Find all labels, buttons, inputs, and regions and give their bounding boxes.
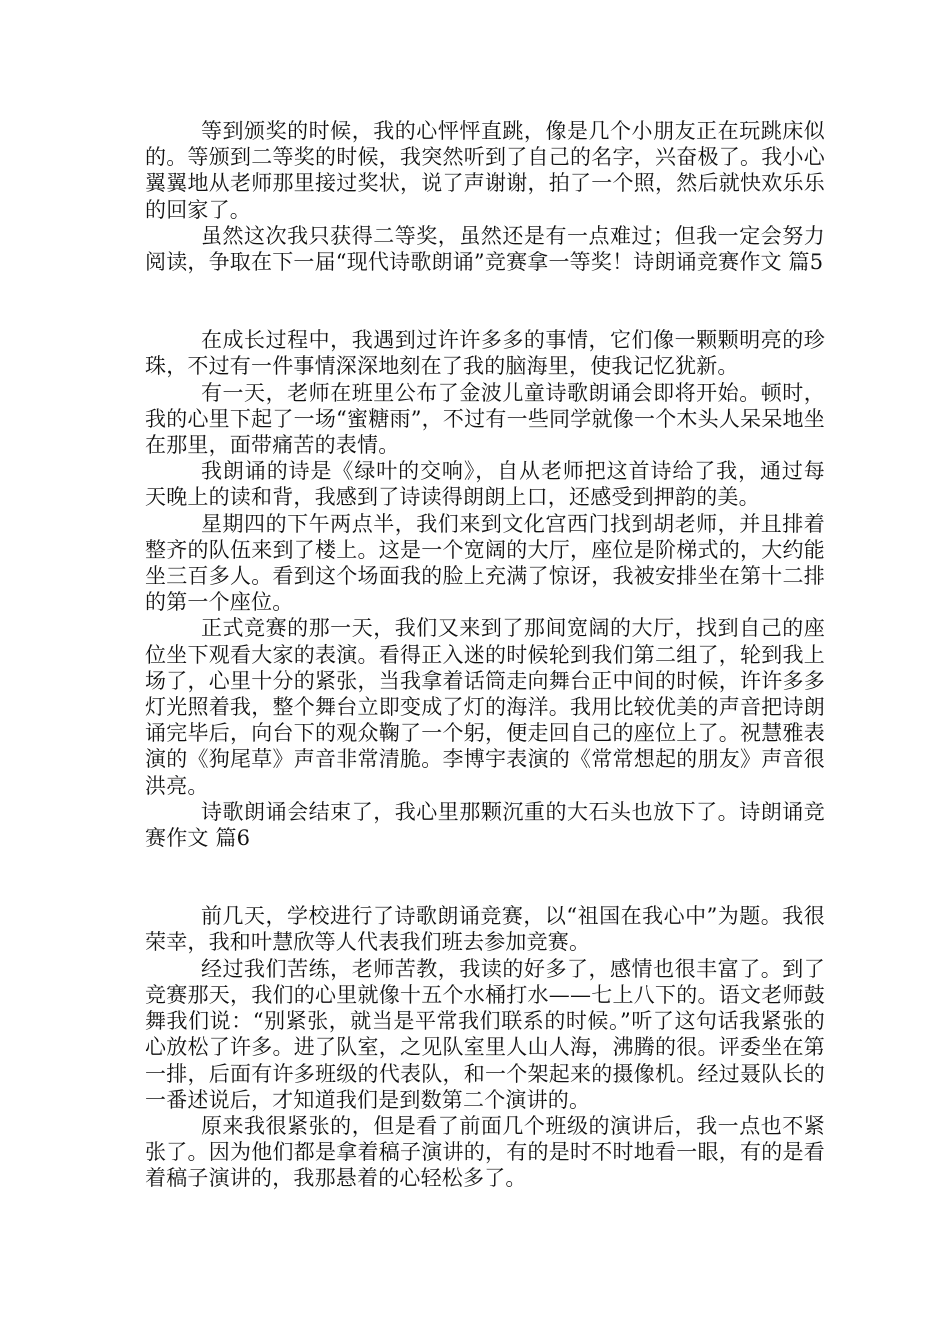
paragraph: 正式竞赛的那一天，我们又来到了那间宽阔的大厅，找到自己的座位坐下观看大家的表演。看得正入迷的时候轮到我们第二组了，轮到我上场了，心里十分的紧张，当我拿着话筒走向舞台正中间的时候，许许多多灯光照着我，整个舞台立即变成了灯的海洋。我用比较优美的声音把诗朗诵完毕后，向台下的观众鞠了一个躬，便走回自己的座位上了。祝慧雅表演的《狗尾草》声音非常清脆。李博宇表演的《常常想起的朋友》声音很洪亮。 xyxy=(145,616,825,798)
paragraph: 在成长过程中，我遇到过许许多多的事情，它们像一颗颗明亮的珍珠，不过有一件事情深深地刻在了我的脑海里，使我记忆犹新。 xyxy=(145,328,825,379)
section-gap xyxy=(145,275,825,327)
paragraph: 前几天，学校进行了诗歌朗诵竞赛，以“祖国在我心中”为题。我很荣幸，我和叶慧欣等人代表我们班去参加竞赛。 xyxy=(145,904,825,955)
document-body xyxy=(145,118,825,1192)
paragraph: 虽然这次我只获得二等奖，虽然还是有一点难过；但我一定会努力阅读，争取在下一届“现代诗歌朗诵”竞赛拿一等奖！诗朗诵竞赛作文 篇5 xyxy=(145,223,825,275)
paragraph: 有一天，老师在班里公布了金波儿童诗歌朗诵会即将开始。顿时，我的心里下起了一场“蜜糖雨”，不过有一些同学就像一个木头人呆呆地坐在那里，面带痛苦的表情。 xyxy=(145,380,825,458)
paragraph: 我朗诵的诗是《绿叶的交响》，自从老师把这首诗给了我，通过每天晚上的读和背，我感到了诗读得朗朗上口，还感受到押韵的美。 xyxy=(145,459,825,510)
paragraph: 经过我们苦练，老师苦教，我读的好多了，感情也很丰富了。到了竞赛那天，我们的心里就像十五个水桶打水——七上八下的。语文老师鼓舞我们说：“别紧张，就当是平常我们联系的时候。”听了这句话我紧张的心放松了许多。进了队室，之见队室里人山人海，沸腾的很。评委坐在第一排，后面有许多班级的代表队，和一个架起来的摄像机。经过聂队长的一番述说后，才知道我们是到数第二个演讲的。 xyxy=(145,956,825,1112)
paragraph: 星期四的下午两点半，我们来到文化宫西门找到胡老师，并且排着整齐的队伍来到了楼上。这是一个宽阔的大厅，座位是阶梯式的，大约能坐三百多人。看到这个场面我的脸上充满了惊讶，我被安排坐在第十二排的第一个座位。 xyxy=(145,511,825,615)
paragraph: 原来我很紧张的，但是看了前面几个班级的演讲后，我一点也不紧张了。因为他们都是拿着稿子演讲的，有的是时不时地看一眼，有的是看着稿子演讲的，我那悬着的心轻松多了。 xyxy=(145,1113,825,1191)
paragraph: 等到颁奖的时候，我的心怦怦直跳，像是几个小朋友正在玩跳床似的。等颁到二等奖的时候，我突然听到了自己的名字，兴奋极了。我小心翼翼地从老师那里接过奖状，说了声谢谢，拍了一个照，然后就快欢乐乐的回家了。 xyxy=(145,119,825,222)
section-gap xyxy=(145,851,825,903)
paragraph: 诗歌朗诵会结束了，我心里那颗沉重的大石头也放下了。诗朗诵竞赛作文 篇6 xyxy=(145,799,825,851)
